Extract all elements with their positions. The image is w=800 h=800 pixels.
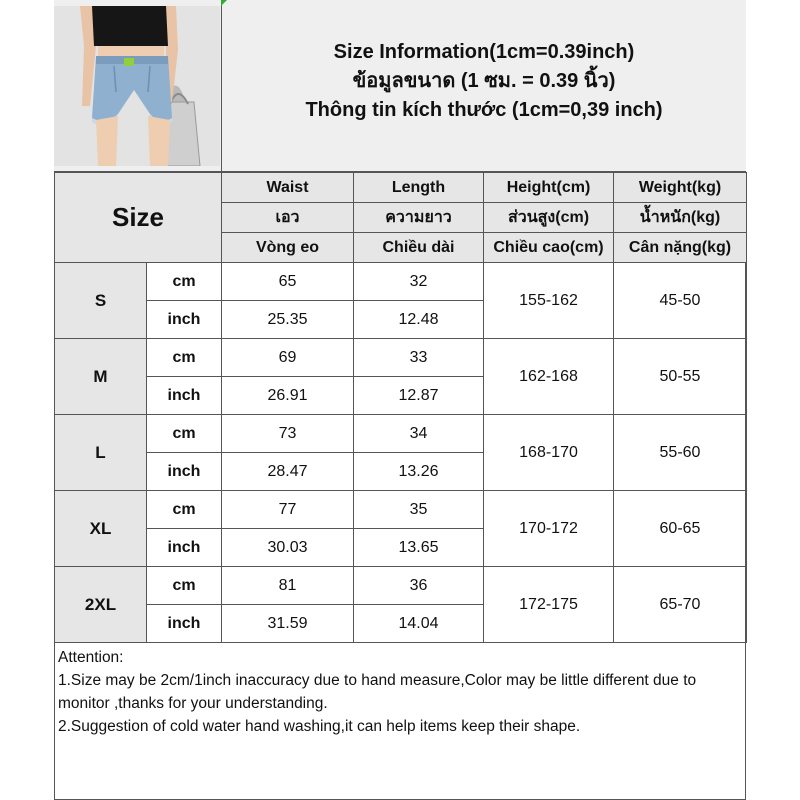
size-label: L [55, 415, 147, 491]
length-inch: 13.65 [354, 529, 484, 567]
title-vietnamese: Thông tin kích thước (1cm=0,39 inch) [305, 99, 663, 121]
header-weight-th: น้ำหนัก(kg) [614, 203, 747, 233]
table-row [55, 415, 747, 453]
header-waist-en: Waist [222, 173, 354, 203]
table-row [55, 263, 747, 301]
length-inch: 13.26 [354, 453, 484, 491]
header-waist-th: เอว [222, 203, 354, 233]
attention-heading: Attention: [58, 649, 124, 666]
header-weight-vi: Cân nặng(kg) [614, 233, 747, 263]
product-photo [54, 6, 220, 166]
unit-cm: cm [147, 339, 222, 377]
size-information-title [222, 38, 746, 125]
header-length-en: Length [354, 173, 484, 203]
unit-inch: inch [147, 605, 222, 643]
header-height-th: ส่วนสูง(cm) [484, 203, 614, 233]
waist-inch: 31.59 [222, 605, 354, 643]
unit-cm: cm [147, 415, 222, 453]
weight-range: 50-55 [614, 339, 747, 415]
size-label: S [55, 263, 147, 339]
waist-cm: 65 [222, 263, 354, 301]
unit-cm: cm [147, 491, 222, 529]
length-cm: 33 [354, 339, 484, 377]
attention-notes [58, 646, 742, 738]
height-range: 162-168 [484, 339, 614, 415]
length-cm: 36 [354, 567, 484, 605]
size-label: 2XL [55, 567, 147, 643]
unit-inch: inch [147, 377, 222, 415]
height-range: 155-162 [484, 263, 614, 339]
title-english: Size Information(1cm=0.39inch) [333, 41, 635, 63]
unit-inch: inch [147, 529, 222, 567]
length-cm: 32 [354, 263, 484, 301]
unit-inch: inch [147, 453, 222, 491]
table-row [55, 339, 747, 377]
length-cm: 35 [354, 491, 484, 529]
waist-inch: 30.03 [222, 529, 354, 567]
waist-cm: 69 [222, 339, 354, 377]
table-row [55, 567, 747, 605]
length-inch: 12.87 [354, 377, 484, 415]
height-range: 172-175 [484, 567, 614, 643]
weight-range: 55-60 [614, 415, 747, 491]
weight-range: 60-65 [614, 491, 747, 567]
waist-inch: 25.35 [222, 301, 354, 339]
header-height-en: Height(cm) [484, 173, 614, 203]
denim-shorts-model-image [54, 6, 220, 166]
length-cm: 34 [354, 415, 484, 453]
waist-cm: 73 [222, 415, 354, 453]
size-label: M [55, 339, 147, 415]
waist-cm: 81 [222, 567, 354, 605]
height-range: 168-170 [484, 415, 614, 491]
waist-inch: 28.47 [222, 453, 354, 491]
size-column-header: Size [55, 173, 222, 263]
title-thai: ข้อมูลขนาด (1 ซม. = 0.39 นิ้ว) [352, 70, 616, 92]
attention-note-2: 2.Suggestion of cold water hand washing,it can help items keep their shape. [58, 718, 581, 735]
header-waist-vi: Vòng eo [222, 233, 354, 263]
size-table [54, 172, 747, 643]
length-inch: 14.04 [354, 605, 484, 643]
table-row [55, 491, 747, 529]
waist-cm: 77 [222, 491, 354, 529]
height-range: 170-172 [484, 491, 614, 567]
weight-range: 65-70 [614, 567, 747, 643]
weight-range: 45-50 [614, 263, 747, 339]
unit-cm: cm [147, 263, 222, 301]
corner-mark-icon [221, 0, 227, 6]
unit-cm: cm [147, 567, 222, 605]
size-label: XL [55, 491, 147, 567]
waist-inch: 26.91 [222, 377, 354, 415]
attention-note-1: 1.Size may be 2cm/1inch inaccuracy due to hand measure,Color may be little different due to monitor ,thanks for your understanding. [58, 672, 697, 712]
header-length-vi: Chiều dài [354, 233, 484, 263]
unit-inch: inch [147, 301, 222, 339]
header-weight-en: Weight(kg) [614, 173, 747, 203]
length-inch: 12.48 [354, 301, 484, 339]
header-length-th: ความยาว [354, 203, 484, 233]
header-height-vi: Chiều cao(cm) [484, 233, 614, 263]
